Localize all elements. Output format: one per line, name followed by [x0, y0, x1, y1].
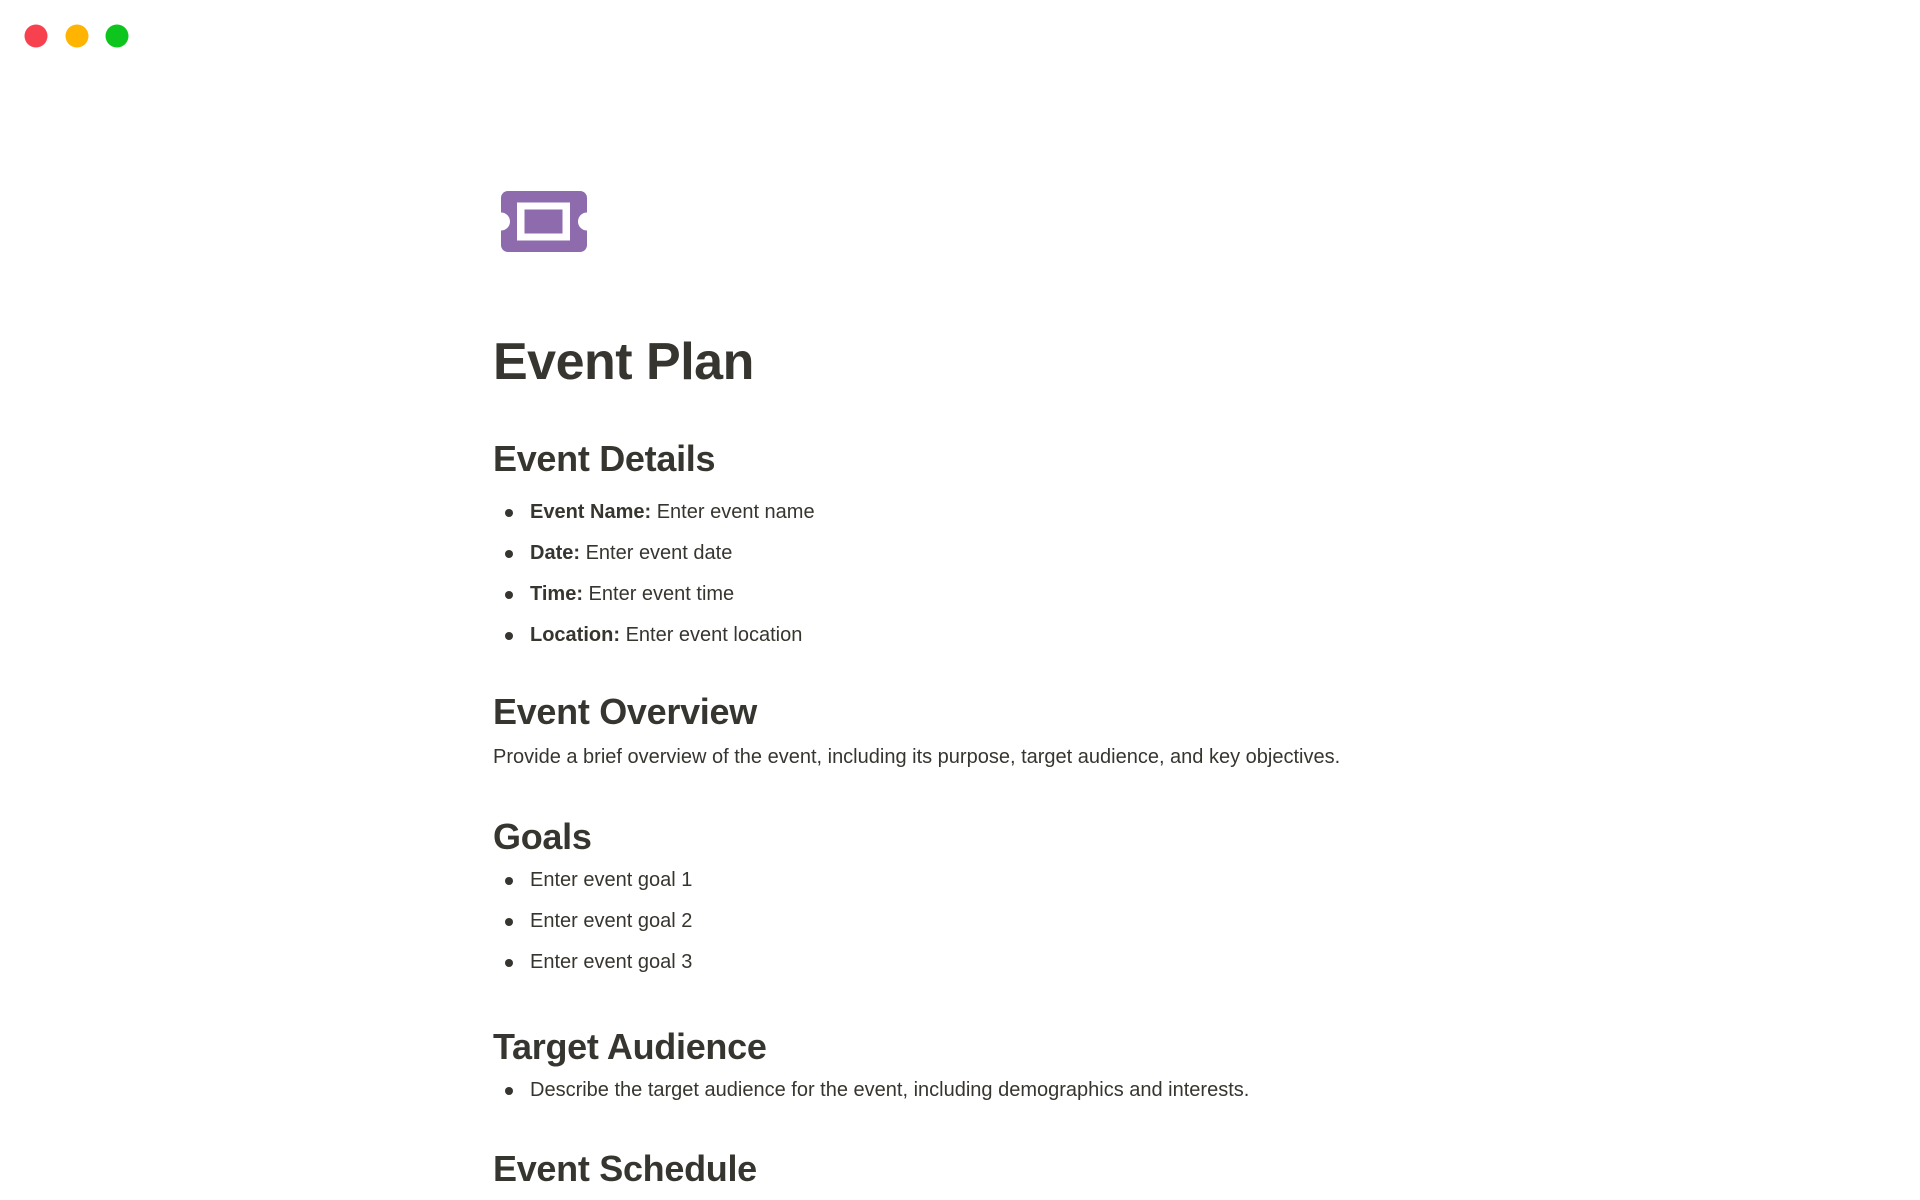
event-details-list	[493, 492, 1483, 656]
item-label: Location:	[530, 624, 620, 646]
section-heading-target-audience[interactable]: Target Audience	[493, 1026, 767, 1067]
section-heading-event-details[interactable]: Event Details	[493, 438, 716, 479]
section-heading-event-schedule[interactable]: Event Schedule	[493, 1148, 757, 1189]
close-button[interactable]	[25, 25, 48, 48]
minimize-button[interactable]	[66, 25, 89, 48]
item-text: Enter event location	[625, 624, 803, 646]
list-item-event-name[interactable]	[493, 492, 1483, 533]
page-title[interactable]: Event Plan	[493, 333, 754, 391]
goals-list	[493, 860, 1483, 983]
item-text: Enter event time	[588, 583, 735, 605]
item-label: Time:	[530, 583, 583, 605]
section-heading-event-overview[interactable]: Event Overview	[493, 691, 757, 732]
item-label: Date:	[530, 542, 581, 564]
section-heading-goals[interactable]: Goals	[493, 816, 592, 857]
zoom-button[interactable]	[106, 25, 129, 48]
list-item-goal-2[interactable]: Enter event goal 2	[493, 901, 1483, 942]
list-item-goal-1[interactable]: Enter event goal 1	[493, 860, 1483, 901]
list-item-audience[interactable]: Describe the target audience for the event, including demographics and interests.	[493, 1070, 1483, 1111]
list-item-location[interactable]	[493, 615, 1483, 656]
list-item-time[interactable]	[493, 574, 1483, 615]
page-icon[interactable]	[501, 191, 1483, 257]
document-page	[493, 191, 1483, 1192]
target-audience-list	[493, 1070, 1483, 1111]
window-controls	[24, 24, 130, 53]
event-overview-text[interactable]: Provide a brief overview of the event, including its purpose, target audience, and key objectives.	[493, 746, 1341, 768]
list-item-goal-3[interactable]: Enter event goal 3	[493, 942, 1483, 983]
item-text: Enter event date	[585, 542, 733, 564]
item-label: Event Name:	[530, 501, 652, 523]
window-controls-icons	[24, 24, 130, 48]
ticket-icon	[501, 191, 587, 252]
item-text: Enter event name	[656, 501, 815, 523]
list-item-date[interactable]	[493, 533, 1483, 574]
